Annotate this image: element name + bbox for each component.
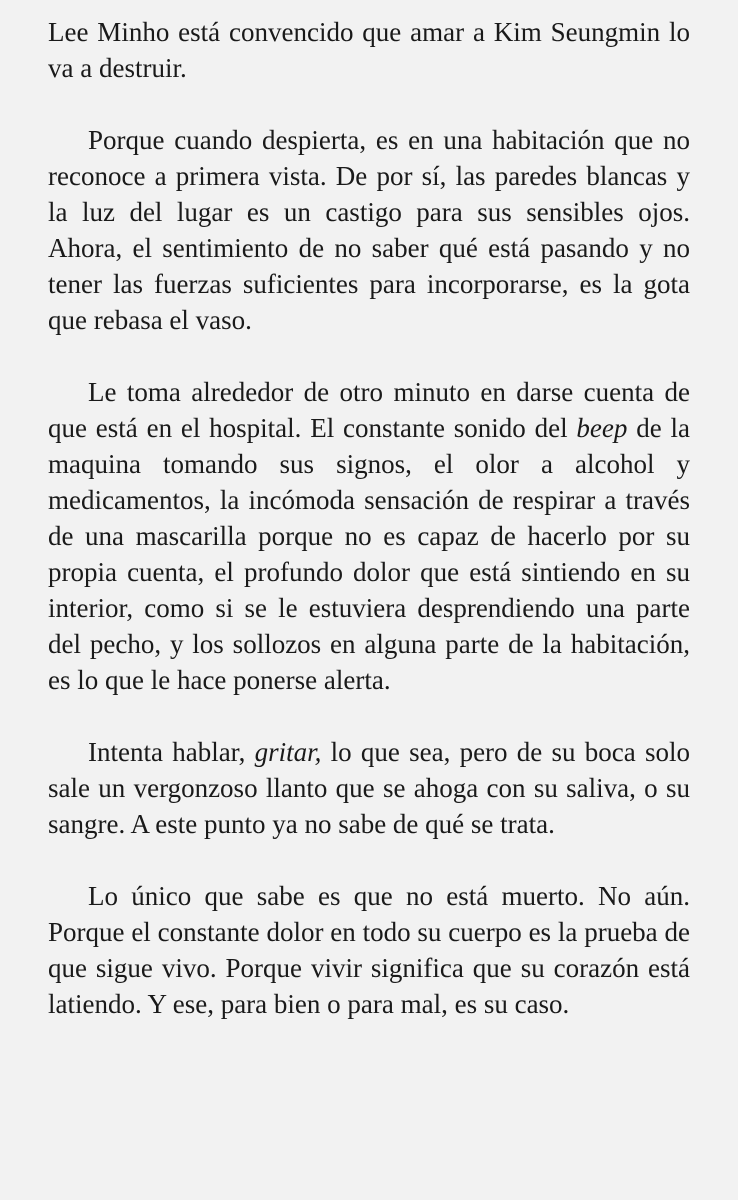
- paragraph-4-text-b: lo que sea, pero de su boca solo sale un vergonzoso llanto que se ahoga con su saliva, o su sangre. A este punto ya no sabe de qué se trata.: [48, 737, 691, 839]
- paragraph-1: [48, 14, 690, 86]
- paragraph-4: [48, 734, 690, 842]
- paragraph-5: [48, 878, 690, 1022]
- paragraph-3-text-a: Le toma alrededor de otro minuto en darse cuenta de que está en el hospital. El constante sonido del: [48, 377, 690, 443]
- paragraph-3: [48, 374, 690, 698]
- paragraph-3-text-b: de la maquina tomando sus signos, el olor a alcohol y medicamentos, la incómoda sensación de respirar a través de una mascarilla porque no es capaz de hacerlo por su propia cuenta, el profundo dolor que está sintiendo en su interior, como si se le estuviera desprendiendo una parte del pecho, y los sollozos en alguna parte de la habitación, es lo que le hace ponerse alerta.: [48, 413, 690, 695]
- paragraph-2: [48, 122, 690, 338]
- paragraph-3-italic-beep: beep: [576, 413, 628, 443]
- paragraph-2-text: Porque cuando despierta, es en una habitación que no reconoce a primera vista. De por sí, las paredes blancas y la luz del lugar es un castigo para sus sensibles ojos. Ahora, el sentimiento de no saber qué está pasando y no tener las fuerzas suficientes para incorporarse, es la gota que rebasa el vaso.: [48, 125, 690, 335]
- paragraph-4-text-a: Intenta hablar,: [88, 737, 255, 767]
- paragraph-4-italic-gritar: gritar,: [254, 737, 322, 767]
- paragraph-5-text: Lo único que sabe es que no está muerto. No aún. Porque el constante dolor en todo su cuerpo es la prueba de que sigue vivo. Porque vivir significa que su corazón está latiendo. Y ese, para bien o para mal, es su caso.: [48, 881, 690, 1019]
- paragraph-1-text: Lee Minho está convencido que amar a Kim Seungmin lo va a destruir.: [48, 17, 690, 83]
